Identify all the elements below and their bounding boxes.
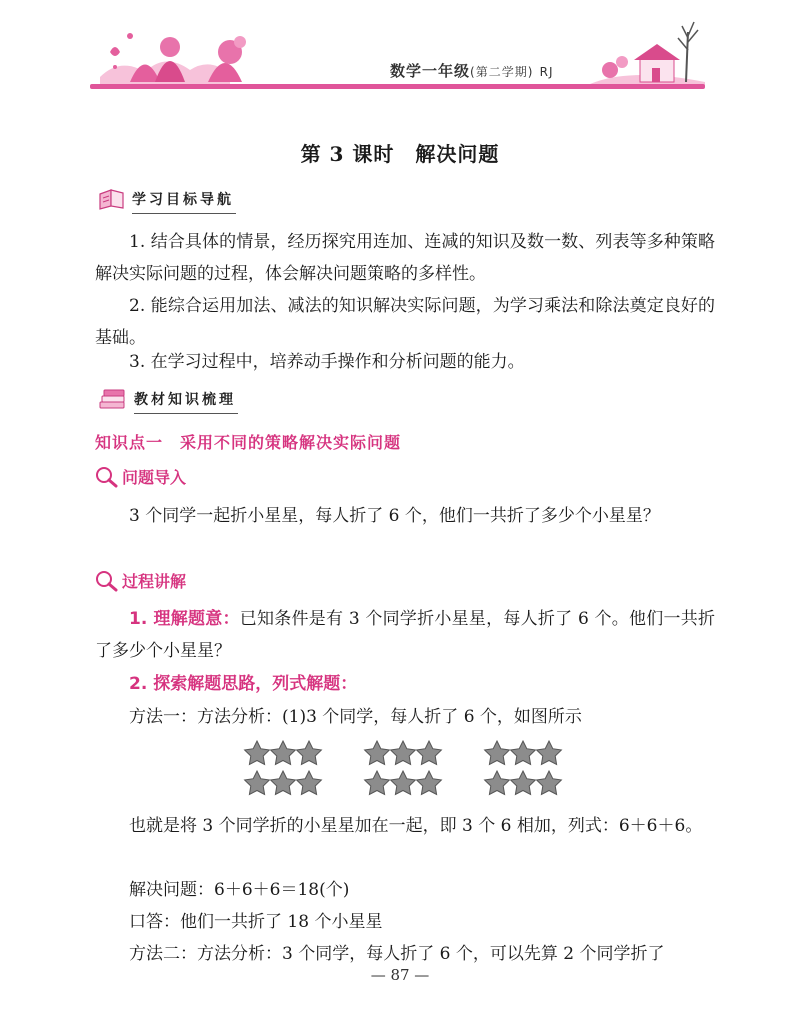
star-icon (537, 741, 562, 765)
step1-text: 已知条件是有 3 个同学折小星星，每人折了 6 个。他们一共折了多少个小星星？ (95, 609, 715, 661)
book-icon (98, 188, 126, 210)
method2-text: 方法二：方法分析：3 个同学，每人折了 6 个，可以先算 2 个同学折了 (129, 944, 665, 964)
star-icon (391, 771, 416, 795)
star-icon (245, 771, 270, 795)
star-icon (297, 771, 322, 795)
star-icon (417, 771, 442, 795)
flower-decoration-icon (90, 22, 280, 84)
solve-text: 解决问题：6＋6＋6＝18(个) (129, 880, 350, 900)
magnifier-icon (95, 570, 119, 592)
section-knowledge-heading (98, 385, 236, 413)
header-bar (90, 84, 705, 89)
lesson-title: 第 3 课时 解决问题 (300, 142, 500, 166)
books-stack-icon (98, 388, 128, 410)
method1-text: 方法一：方法分析：(1)3 个同学，每人折了 6 个，如图所示 (129, 707, 582, 727)
step2-label: 2. 探索解题思路，列式解题： (129, 674, 358, 694)
house-tree-decoration-icon (590, 12, 705, 86)
star-icon (537, 771, 562, 795)
magnifier-icon (95, 466, 119, 488)
section-goals-heading (98, 185, 234, 213)
explain-text: 也就是将 3 个同学折的小星星加在一起，即 3 个 6 相加，列式：6＋6＋6。 (129, 816, 703, 836)
star-icon (365, 771, 390, 795)
star-icon (271, 741, 296, 765)
goal-item: 2. 能综合运用加法、减法的知识解决实际问题，为学习乘法和除法奠定良好的基础。 (95, 296, 715, 348)
star-icon (511, 771, 536, 795)
goal-item: 3. 在学习过程中，培养动手操作和分析问题的能力。 (129, 352, 525, 372)
answer-text: 口答：他们一共折了 18 个小星星 (129, 912, 383, 932)
problem-intro-text: 3 个同学一起折小星星，每人折了 6 个，他们一共折了多少个小星星？ (129, 506, 660, 526)
star-icon (485, 771, 510, 795)
star-icon (245, 741, 270, 765)
step1-paragraph (95, 603, 715, 667)
page-number: — 87 — (370, 966, 430, 984)
star-icon (297, 741, 322, 765)
star-icon (511, 741, 536, 765)
section-goals-label: 学习目标导航 (132, 189, 234, 209)
star-icon (417, 741, 442, 765)
section-knowledge-label: 教材知识梳理 (134, 389, 236, 409)
step1-label: 1. 理解题意： (129, 609, 240, 629)
knowledge-point-title: 知识点一 采用不同的策略解决实际问题 (95, 433, 402, 452)
star-icon (271, 771, 296, 795)
process-heading: 过程讲解 (95, 569, 186, 592)
stars-illustration (243, 738, 573, 804)
header-title: 数学一年级(第二学期) RJ (390, 62, 554, 80)
star-icon (365, 741, 390, 765)
problem-intro-heading: 问题导入 (95, 465, 186, 488)
star-icon (485, 741, 510, 765)
page-header (90, 12, 705, 90)
star-icon (391, 741, 416, 765)
goal-item: 1. 结合具体的情景，经历探究用连加、连减的知识及数一数、列表等多种策略解决实际问题的过程，体会解决问题策略的多样性。 (95, 232, 715, 284)
